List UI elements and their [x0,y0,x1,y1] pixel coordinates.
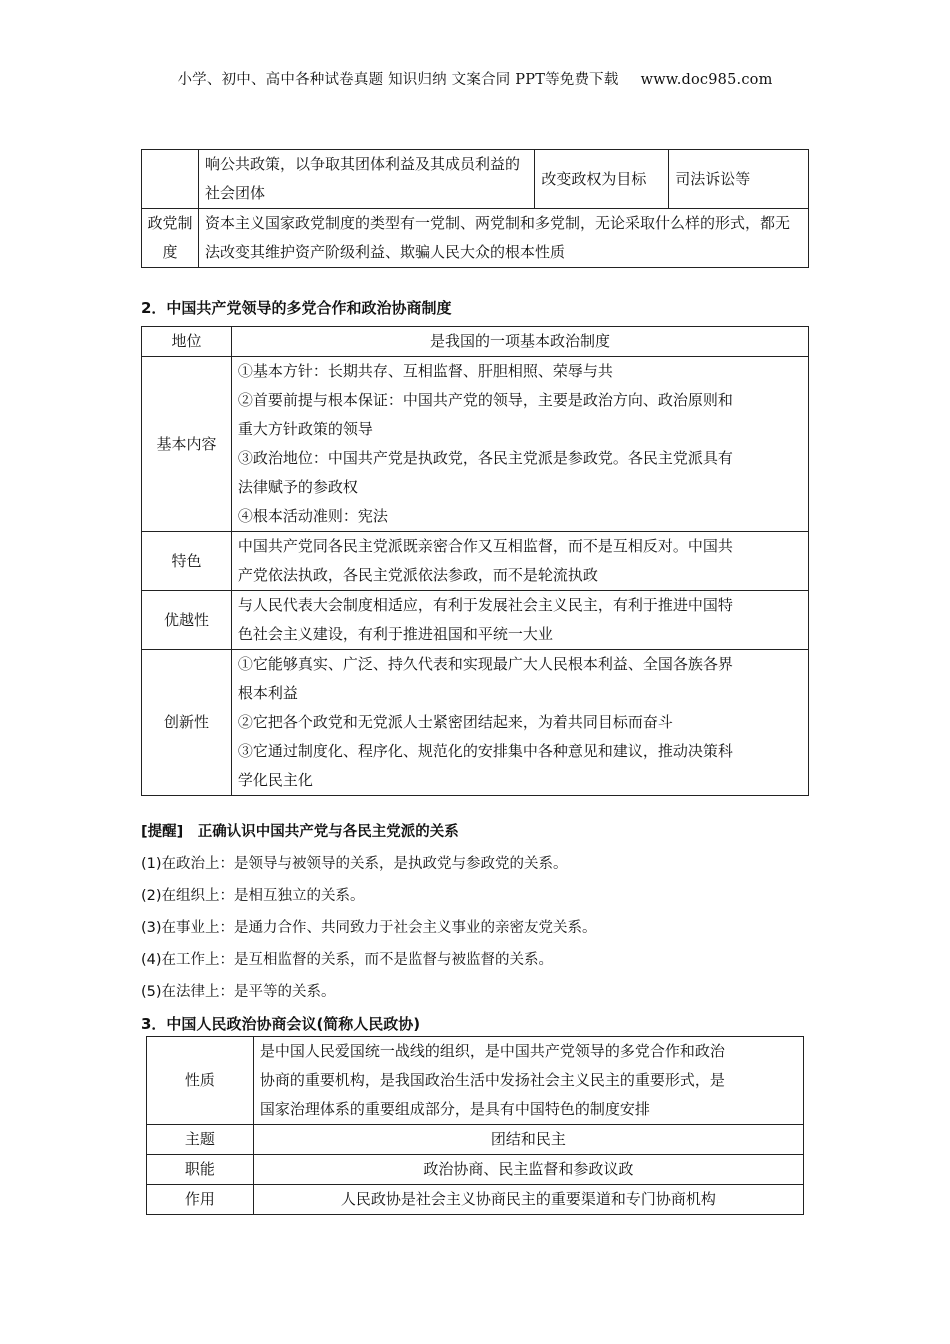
row-content [231,357,808,532]
row-label: 优越性 [142,591,232,650]
table-row [142,532,809,591]
row-content [253,1185,803,1215]
row-label: 特色 [142,532,232,591]
party-system-table [141,149,809,268]
remind-item: (3)在事业上：是通力合作、共同致力于社会主义事业的亲密友党关系。 [141,920,597,936]
row-content [231,327,808,357]
header-text: 小学、初中、高中各种试卷真题 知识归纳 文案合同 PPT等免费下载 [177,72,619,88]
remind-title: [提醒] 正确认识中国共产党与各民主党派的关系 [141,824,459,840]
multiparty-table [141,326,809,796]
content-line: 学化民主化 [237,771,313,789]
table-cell: 司法诉讼等 [669,150,809,209]
content-line: ③政治地位：中国共产党是执政党，各民主党派是参政党。各民主党派具有 [237,449,733,467]
content-line: 是我国的一项基本政治制度 [429,332,610,350]
row-content [253,1155,803,1185]
row-label: 性质 [147,1037,254,1125]
remind-item: (2)在组织上：是相互独立的关系。 [141,888,365,904]
remind-block [141,816,597,1040]
table-row [142,591,809,650]
row-label: 作用 [147,1185,254,1215]
table-row [147,1155,804,1185]
content-line: 法律赋予的参政权 [237,478,358,496]
row-content [253,1125,803,1155]
remind-item: (1)在政治上：是领导与被领导的关系，是执政党与参政党的关系。 [141,856,568,872]
content-line: 与人民代表大会制度相适应，有利于发展社会主义民主，有利于推进中国特 [237,596,733,614]
table-row [147,1037,804,1125]
table-row [147,1125,804,1155]
row-content [231,591,808,650]
row-content [231,532,808,591]
table-cell: 资本主义国家政党制度的类型有一党制、两党制和多党制，无论采取什么样的形式，都无法改变其维护资产阶级利益、欺骗人民大众的根本性质 [198,209,808,268]
table-row [142,150,809,209]
content-line: 重大方针政策的领导 [237,420,373,438]
remind-item: (5)在法律上：是平等的关系。 [141,984,336,1000]
content-line: ①基本方针：长期共存、互相监督、肝胆相照、荣辱与共 [237,362,613,380]
content-line: ②首要前提与根本保证：中国共产党的领导，主要是政治方向、政治原则和 [237,391,733,409]
table-row [142,327,809,357]
page-header [0,68,950,89]
table-row [142,357,809,532]
table-cell: 响公共政策，以争取其团体利益及其成员利益的社会团体 [198,150,534,209]
content-line: 人民政协是社会主义协商民主的重要渠道和专门协商机构 [340,1190,716,1208]
content-line: ②它把各个政党和无党派人士紧密团结起来，为着共同目标而奋斗 [237,713,673,731]
row-label: 基本内容 [142,357,232,532]
table-cell: 改变政权为目标 [535,150,669,209]
row-label: 政党制度 [142,209,199,268]
row-label: 地位 [142,327,232,357]
content-line: ①它能够真实、广泛、持久代表和实现最广大人民根本利益、全国各族各界 [237,655,733,673]
row-content [253,1037,803,1125]
section3-heading: 3．中国人民政治协商会议(简称人民政协) [141,1015,421,1033]
content-line: 根本利益 [237,684,298,702]
content-line: 中国共产党同各民主党派既亲密合作又互相监督，而不是互相反对。中国共 [237,537,733,555]
header-url[interactable]: www.doc985.com [640,72,773,88]
table-cell-empty [142,150,199,209]
table-row [147,1185,804,1215]
content-line: 团结和民主 [490,1130,566,1148]
cppcc-table [146,1036,804,1215]
section2-heading: 2．中国共产党领导的多党合作和政治协商制度 [141,299,452,317]
row-label: 主题 [147,1125,254,1155]
content-line: 色社会主义建设，有利于推进祖国和平统一大业 [237,625,553,643]
content-line: 协商的重要机构，是我国政治生活中发扬社会主义民主的重要形式，是 [259,1071,725,1089]
content-line: 国家治理体系的重要组成部分，是具有中国特色的制度安排 [259,1100,650,1118]
content-line: ③它通过制度化、程序化、规范化的安排集中各种意见和建议，推动决策科 [237,742,733,760]
row-label: 创新性 [142,650,232,796]
row-content [231,650,808,796]
content-line: 是中国人民爱国统一战线的组织，是中国共产党领导的多党合作和政治 [259,1042,725,1060]
content-line: 政治协商、民主监督和参政议政 [423,1160,634,1178]
content-line: 产党依法执政，各民主党派依法参政，而不是轮流执政 [237,566,598,584]
table-row [142,650,809,796]
content-line: ④根本活动准则：宪法 [237,507,388,525]
table-row [142,209,809,268]
remind-item: (4)在工作上：是互相监督的关系，而不是监督与被监督的关系。 [141,952,554,968]
row-label: 职能 [147,1155,254,1185]
